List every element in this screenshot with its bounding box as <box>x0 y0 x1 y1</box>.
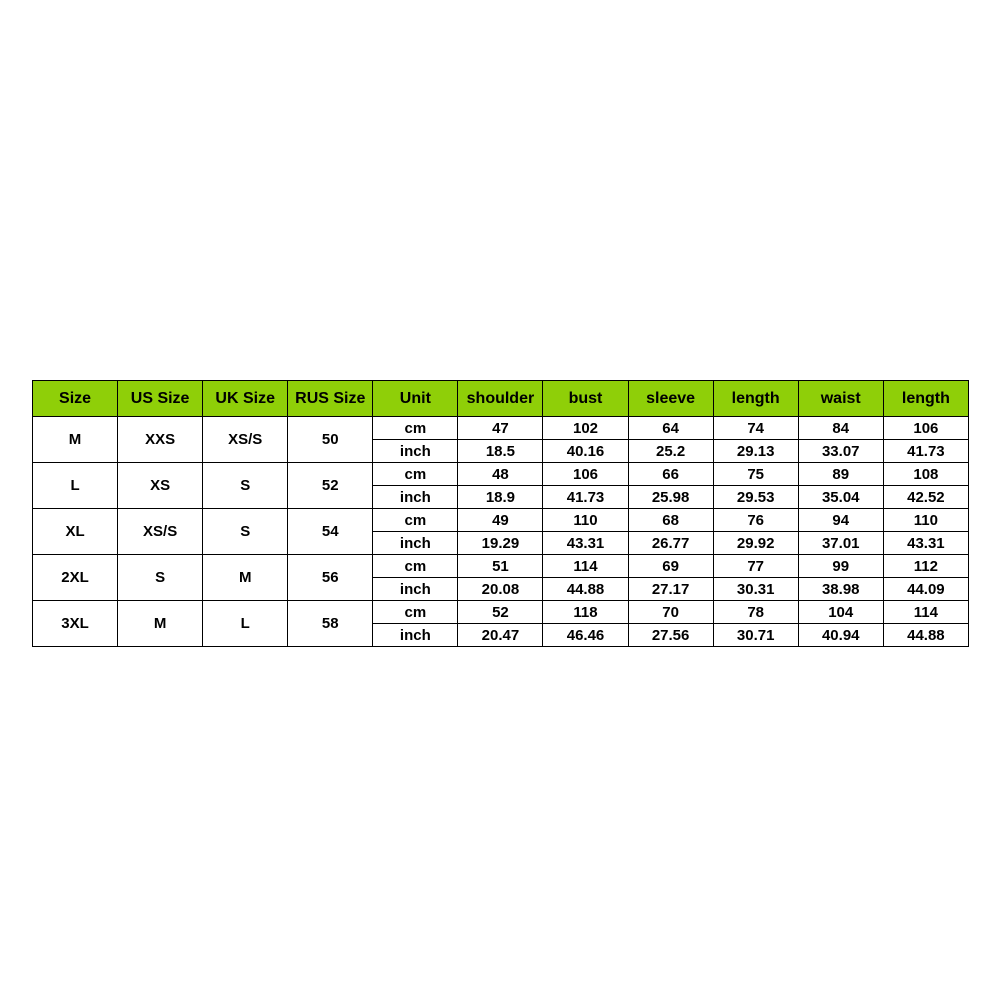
cell-shoulder: 20.47 <box>458 624 543 647</box>
cell-rus-size: 54 <box>288 509 373 555</box>
table-row <box>33 463 969 486</box>
cell-shoulder: 48 <box>458 463 543 486</box>
cell-length: 30.31 <box>713 578 798 601</box>
header-rus-size: RUS Size <box>288 381 373 417</box>
cell-length-2: 114 <box>883 601 968 624</box>
cell-us-size: M <box>118 601 203 647</box>
cell-bust: 102 <box>543 417 628 440</box>
cell-shoulder: 51 <box>458 555 543 578</box>
cell-size: L <box>33 463 118 509</box>
cell-size: M <box>33 417 118 463</box>
cell-uk-size: L <box>203 601 288 647</box>
cell-rus-size: 58 <box>288 601 373 647</box>
cell-us-size: XXS <box>118 417 203 463</box>
cell-unit: cm <box>373 417 458 440</box>
cell-size: 3XL <box>33 601 118 647</box>
cell-rus-size: 56 <box>288 555 373 601</box>
cell-length: 30.71 <box>713 624 798 647</box>
cell-sleeve: 25.2 <box>628 440 713 463</box>
cell-size: XL <box>33 509 118 555</box>
cell-us-size: XS <box>118 463 203 509</box>
header-unit: Unit <box>373 381 458 417</box>
cell-rus-size: 52 <box>288 463 373 509</box>
cell-length-2: 108 <box>883 463 968 486</box>
cell-rus-size: 50 <box>288 417 373 463</box>
table-row <box>33 555 969 578</box>
cell-bust: 118 <box>543 601 628 624</box>
cell-length-2: 110 <box>883 509 968 532</box>
header-sleeve: sleeve <box>628 381 713 417</box>
cell-length: 75 <box>713 463 798 486</box>
cell-unit: inch <box>373 486 458 509</box>
cell-waist: 104 <box>798 601 883 624</box>
cell-sleeve: 25.98 <box>628 486 713 509</box>
cell-length: 29.13 <box>713 440 798 463</box>
cell-waist: 37.01 <box>798 532 883 555</box>
cell-waist: 33.07 <box>798 440 883 463</box>
cell-sleeve: 64 <box>628 417 713 440</box>
header-us-size: US Size <box>118 381 203 417</box>
cell-sleeve: 27.56 <box>628 624 713 647</box>
cell-bust: 114 <box>543 555 628 578</box>
size-table-body <box>33 417 969 647</box>
cell-length-2: 106 <box>883 417 968 440</box>
cell-bust: 41.73 <box>543 486 628 509</box>
cell-waist: 35.04 <box>798 486 883 509</box>
cell-unit: inch <box>373 532 458 555</box>
header-length: length <box>713 381 798 417</box>
cell-shoulder: 49 <box>458 509 543 532</box>
cell-bust: 44.88 <box>543 578 628 601</box>
cell-length-2: 41.73 <box>883 440 968 463</box>
cell-length: 74 <box>713 417 798 440</box>
cell-shoulder: 18.9 <box>458 486 543 509</box>
cell-shoulder: 52 <box>458 601 543 624</box>
cell-size: 2XL <box>33 555 118 601</box>
cell-uk-size: S <box>203 463 288 509</box>
cell-unit: inch <box>373 624 458 647</box>
header-bust: bust <box>543 381 628 417</box>
table-row <box>33 509 969 532</box>
cell-uk-size: M <box>203 555 288 601</box>
cell-unit: inch <box>373 578 458 601</box>
table-header-row <box>33 381 969 417</box>
cell-shoulder: 19.29 <box>458 532 543 555</box>
cell-us-size: XS/S <box>118 509 203 555</box>
header-uk-size: UK Size <box>203 381 288 417</box>
cell-unit: cm <box>373 463 458 486</box>
cell-unit: cm <box>373 555 458 578</box>
cell-uk-size: S <box>203 509 288 555</box>
cell-waist: 84 <box>798 417 883 440</box>
header-size: Size <box>33 381 118 417</box>
cell-unit: cm <box>373 509 458 532</box>
header-waist: waist <box>798 381 883 417</box>
cell-unit: inch <box>373 440 458 463</box>
cell-length: 29.53 <box>713 486 798 509</box>
cell-bust: 110 <box>543 509 628 532</box>
cell-waist: 99 <box>798 555 883 578</box>
cell-length-2: 112 <box>883 555 968 578</box>
cell-length-2: 43.31 <box>883 532 968 555</box>
cell-unit: cm <box>373 601 458 624</box>
header-length-2: length <box>883 381 968 417</box>
cell-bust: 106 <box>543 463 628 486</box>
cell-waist: 40.94 <box>798 624 883 647</box>
cell-bust: 43.31 <box>543 532 628 555</box>
cell-length-2: 44.88 <box>883 624 968 647</box>
cell-length: 76 <box>713 509 798 532</box>
cell-length: 29.92 <box>713 532 798 555</box>
cell-shoulder: 47 <box>458 417 543 440</box>
cell-uk-size: XS/S <box>203 417 288 463</box>
cell-length-2: 42.52 <box>883 486 968 509</box>
cell-waist: 94 <box>798 509 883 532</box>
cell-sleeve: 68 <box>628 509 713 532</box>
cell-waist: 89 <box>798 463 883 486</box>
table-row <box>33 417 969 440</box>
cell-sleeve: 69 <box>628 555 713 578</box>
cell-bust: 40.16 <box>543 440 628 463</box>
cell-sleeve: 70 <box>628 601 713 624</box>
cell-sleeve: 26.77 <box>628 532 713 555</box>
size-chart-table <box>32 380 969 647</box>
header-shoulder: shoulder <box>458 381 543 417</box>
cell-sleeve: 27.17 <box>628 578 713 601</box>
cell-us-size: S <box>118 555 203 601</box>
cell-length-2: 44.09 <box>883 578 968 601</box>
cell-waist: 38.98 <box>798 578 883 601</box>
cell-length: 78 <box>713 601 798 624</box>
cell-bust: 46.46 <box>543 624 628 647</box>
cell-sleeve: 66 <box>628 463 713 486</box>
cell-shoulder: 18.5 <box>458 440 543 463</box>
cell-shoulder: 20.08 <box>458 578 543 601</box>
cell-length: 77 <box>713 555 798 578</box>
table-row <box>33 601 969 624</box>
